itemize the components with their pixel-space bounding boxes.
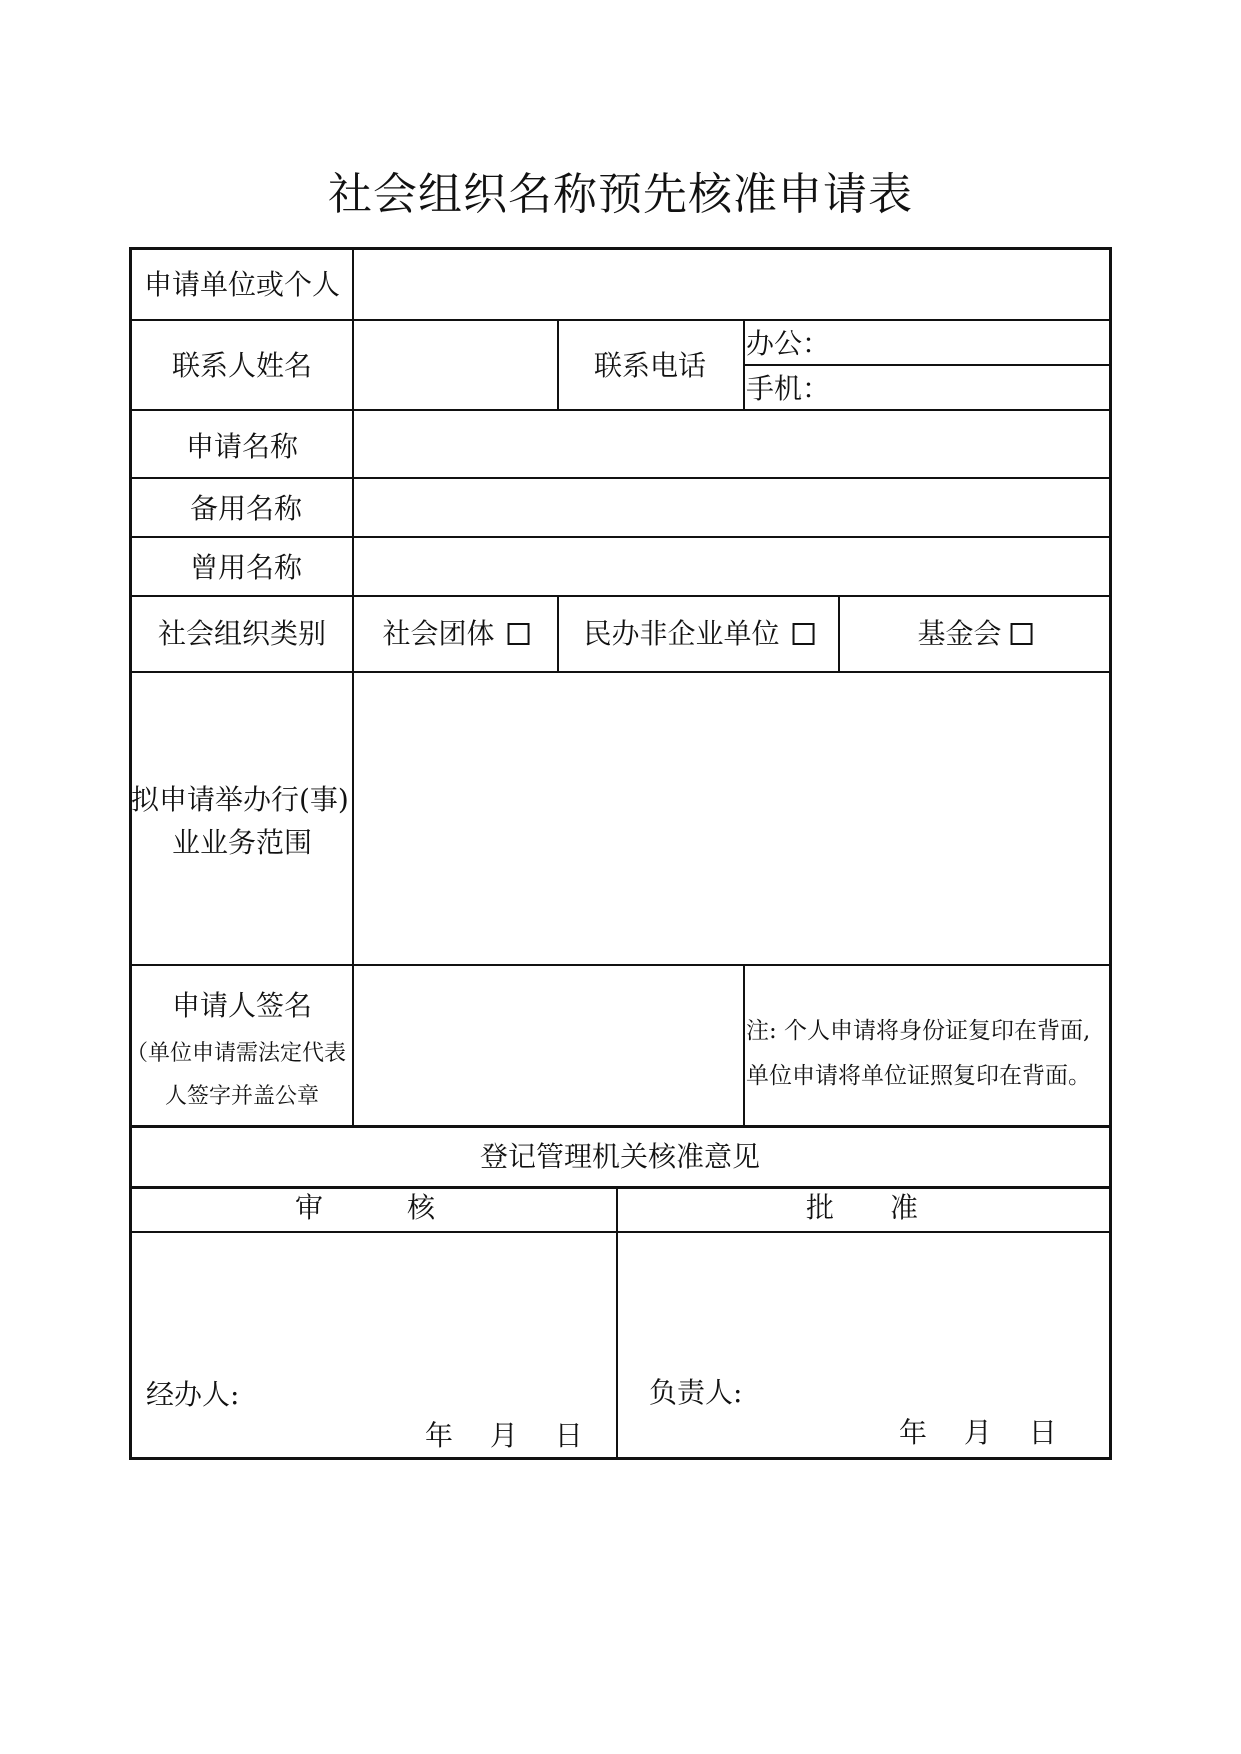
former-name-label: 曾用名称 <box>189 551 303 584</box>
apply-name-label: 申请名称 <box>185 430 299 463</box>
category-option-social-group[interactable] <box>382 617 530 650</box>
category-option-private-nonenterprise[interactable] <box>583 617 815 650</box>
form-border-bottom <box>129 1457 1112 1460</box>
note-line1: 注: 个人申请将身份证复印在背面, <box>746 1018 1091 1044</box>
mobile-phone-label: 手机： <box>746 372 831 405</box>
col-divider <box>557 595 559 673</box>
page-title: 社会组织名称预先核准申请表 <box>328 169 913 220</box>
checkbox[interactable] <box>792 623 814 645</box>
contact-name-label: 联系人姓名 <box>171 349 313 382</box>
opinion-header: 登记管理机关核准意见 <box>479 1140 761 1173</box>
applicant-field[interactable] <box>355 250 1109 319</box>
category-label: 社会组织类别 <box>157 617 327 650</box>
option-label: 社会团体 <box>382 617 495 650</box>
option-label: 基金会 <box>917 617 1002 650</box>
signature-label: 申请人签名 <box>171 989 313 1022</box>
note-line2: 单位申请将单位证照复印在背面。 <box>746 1063 1091 1089</box>
backup-name-field[interactable] <box>355 479 1109 536</box>
contact-name-field[interactable] <box>355 321 557 409</box>
review-date-label: 年 月 日 <box>425 1419 583 1452</box>
category-option-foundation[interactable] <box>917 617 1033 650</box>
contact-phone-label: 联系电话 <box>593 349 707 382</box>
scope-label-line1: 拟申请举办行(事) <box>131 783 349 816</box>
checkbox[interactable] <box>1010 623 1032 645</box>
office-phone-label: 办公： <box>746 327 831 360</box>
row-divider <box>129 1186 1112 1189</box>
signature-note-line1: （单位申请需法定代表 <box>125 1041 347 1066</box>
col-divider <box>557 319 559 411</box>
handler-label: 经办人: <box>146 1378 240 1411</box>
mobile-phone-field[interactable] <box>819 366 1109 409</box>
col-divider <box>743 964 745 1127</box>
approve-header: 批 准 <box>805 1191 919 1224</box>
checkbox[interactable] <box>507 623 529 645</box>
option-label: 民办非企业单位 <box>583 617 780 650</box>
row-divider <box>129 595 1112 597</box>
application-form <box>125 247 1112 1460</box>
former-name-field[interactable] <box>355 538 1109 595</box>
col-divider <box>743 319 745 411</box>
signature-note-line2: 人签字并盖公章 <box>164 1084 320 1109</box>
scope-label-line2: 业业务范围 <box>171 826 313 859</box>
label-column-divider <box>352 247 354 1126</box>
form-border-right <box>1109 247 1112 1460</box>
signature-field[interactable] <box>355 966 743 1125</box>
row-divider <box>129 1125 1112 1128</box>
scope-field[interactable] <box>355 673 1109 964</box>
office-phone-field[interactable] <box>819 321 1109 364</box>
backup-name-label: 备用名称 <box>189 492 303 525</box>
apply-name-field[interactable] <box>355 411 1109 477</box>
col-divider <box>838 595 840 673</box>
responsible-label: 负责人: <box>649 1376 743 1409</box>
applicant-label: 申请单位或个人 <box>143 268 341 301</box>
review-header: 审 核 <box>294 1191 436 1224</box>
approve-date-label: 年 月 日 <box>899 1416 1057 1449</box>
